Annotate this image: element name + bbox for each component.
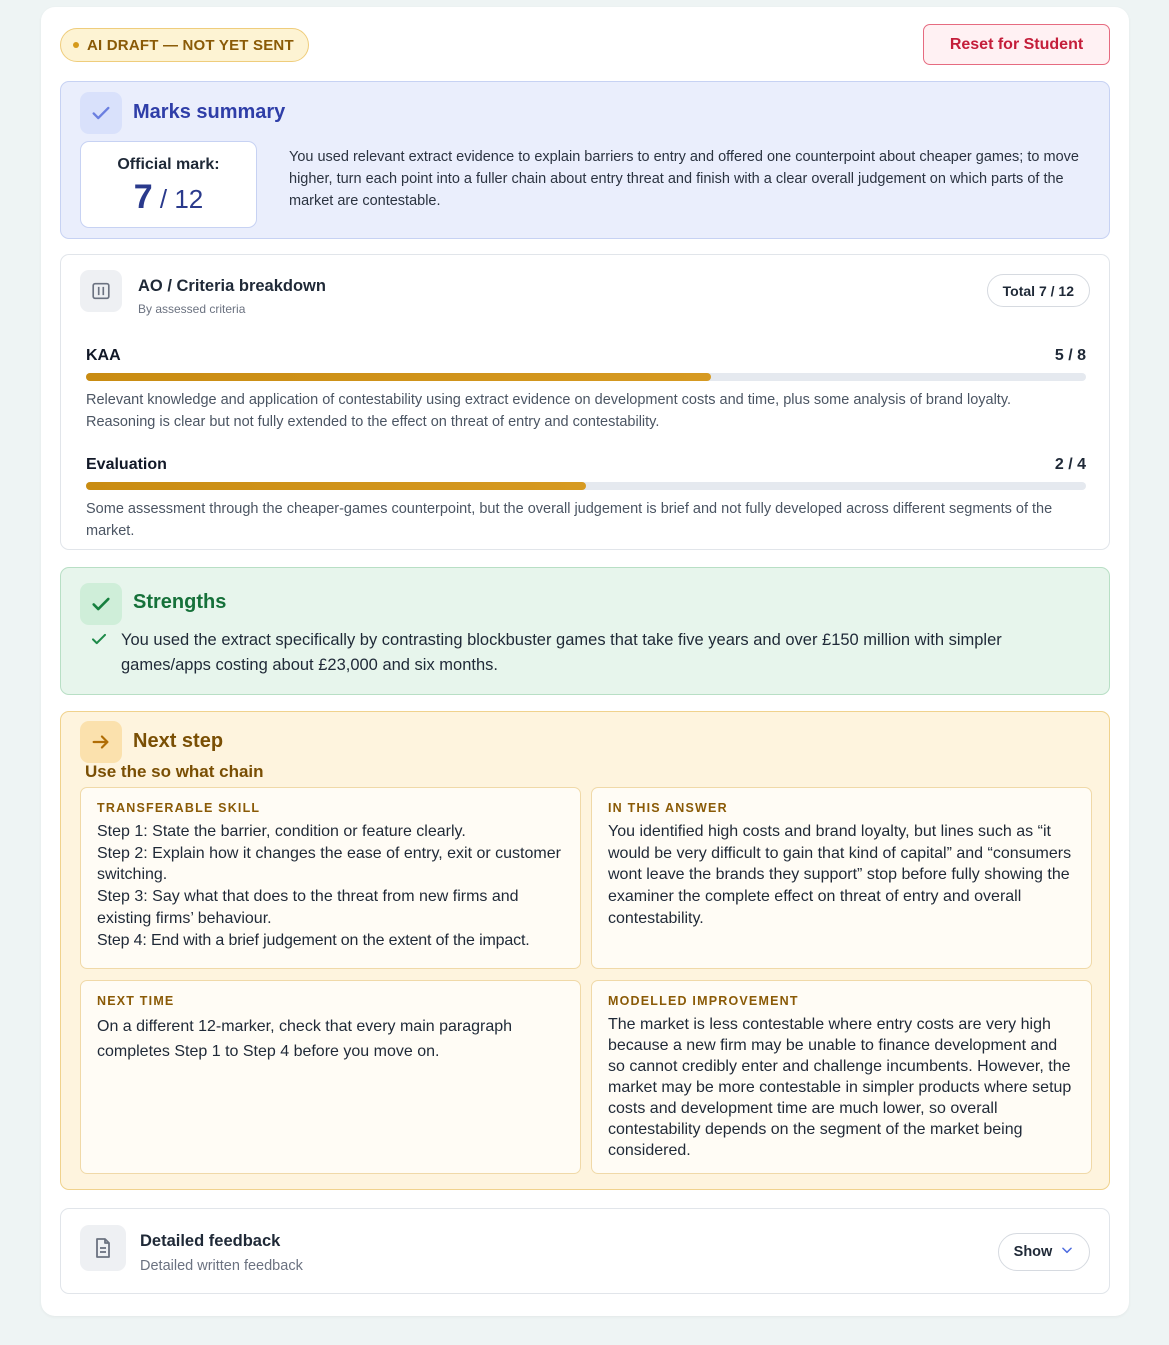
next-step-panel: [60, 711, 1110, 1190]
criterion-progress-bar: [86, 373, 1086, 381]
card-body: On a different 12-marker, check that every main paragraph completes Step 1 to Step 4 before you move on.: [97, 1018, 513, 1060]
in-this-answer-card: [591, 787, 1092, 969]
step-line: Step 2: Explain how it changes the ease of entry, exit or customer switching.: [97, 844, 561, 884]
card-label: MODELLED IMPROVEMENT: [608, 994, 799, 1008]
marks-summary-panel: [60, 81, 1110, 239]
criterion-name: KAA: [86, 347, 121, 364]
card-label: IN THIS ANSWER: [608, 801, 728, 815]
modelled-improvement-card: [591, 980, 1092, 1174]
next-step-subtitle: Use the so what chain: [85, 762, 264, 781]
status-dot-icon: [73, 42, 79, 48]
marks-summary-text: You used relevant extract evidence to explain barriers to entry and offered one counterpoint about cheaper games; to move higher, turn each point into a fuller chain about entry threat and finish with a clear overall judgement on which parts of the market are contestable.: [289, 149, 1079, 209]
draft-status-label: AI DRAFT — NOT YET SENT: [87, 36, 294, 54]
card-label: NEXT TIME: [97, 994, 175, 1008]
mark-separator: /: [152, 184, 175, 214]
card-body: You identified high costs and brand loyalty, but lines such as “it would be very difficult to gain that kind of capital” and “consumers wont leave the brands they support” stop before fully showing the examiner the complete effect on threat of entry and overall contestability.: [608, 823, 1072, 927]
criteria-title: AO / Criteria breakdown: [138, 277, 326, 295]
show-button-label: Show: [1013, 1244, 1053, 1260]
card-body: [97, 821, 564, 951]
next-step-title: Next step: [133, 730, 224, 752]
official-mark-score: [81, 178, 256, 217]
total-score-badge: Total 7 / 12: [987, 274, 1090, 307]
criterion-name: Evaluation: [86, 456, 167, 473]
transferable-skill-card: [80, 787, 581, 969]
check-icon: [80, 583, 122, 625]
criterion-progress-bar: [86, 482, 1086, 490]
criterion-description: Relevant knowledge and application of contestability using extract evidence on development costs and time, plus some analysis of brand loyalty. Reasoning is clear but not fully extended to the effect on threat of entry and contestability.: [86, 392, 1012, 430]
chevron-down-icon: [1060, 1243, 1074, 1261]
list-item: [90, 628, 1080, 678]
mark-value: 7: [133, 178, 153, 216]
reset-for-student-button[interactable]: Reset for Student: [923, 24, 1110, 65]
draft-status-badge: [60, 28, 309, 62]
step-line: Step 4: End with a brief judgement on the extent of the impact.: [97, 931, 530, 949]
criterion-progress-fill: [86, 482, 586, 490]
step-line: Step 1: State the barrier, condition or feature clearly.: [97, 823, 466, 840]
marks-summary-title: Marks summary: [133, 101, 286, 123]
step-line: Step 3: Say what that does to the threat from new firms and existing firms’ behaviour.: [97, 888, 519, 927]
show-detailed-feedback-button[interactable]: [998, 1233, 1090, 1271]
document-icon: [80, 1225, 126, 1271]
arrow-right-icon: [80, 721, 122, 763]
card-body: The market is less contestable where entry costs are very high because a new firm may be unable to finance development and so cannot credibly enter and challenge incumbents. However, the market may be more contestable in simpler products where setup costs and development time are much lower, so overall contestability depends on the segment of the market being considered.: [608, 1016, 1072, 1159]
detailed-feedback-subtitle: Detailed written feedback: [140, 1258, 303, 1274]
card-label: TRANSFERABLE SKILL: [97, 801, 261, 815]
criterion-progress-fill: [86, 373, 711, 381]
detailed-feedback-panel: [60, 1208, 1110, 1294]
criteria-subtitle: By assessed criteria: [138, 302, 246, 316]
check-icon: [90, 628, 108, 678]
official-mark-box: [80, 141, 257, 228]
next-time-card: [80, 980, 581, 1174]
criterion-description: Some assessment through the cheaper-games counterpoint, but the overall judgement is brief and not fully developed across different segments of the market.: [86, 501, 1053, 539]
check-icon: [80, 92, 122, 134]
criterion-score: 5 / 8: [1054, 347, 1086, 364]
criteria-breakdown-panel: [60, 254, 1110, 550]
mark-max: 12: [174, 184, 204, 214]
official-mark-label: Official mark:: [117, 156, 220, 173]
criterion-score: 2 / 4: [1054, 456, 1086, 473]
top-bar: [60, 28, 1110, 68]
strengths-title: Strengths: [133, 591, 227, 613]
feedback-card: [41, 7, 1129, 1316]
columns-icon: [80, 270, 122, 312]
strength-text: You used the extract specifically by contrasting blockbuster games that take five years and over £150 million with simpler games/apps costing about £23,000 and six months.: [121, 631, 1002, 674]
detailed-feedback-title: Detailed feedback: [140, 1232, 281, 1250]
strengths-panel: [60, 567, 1110, 695]
